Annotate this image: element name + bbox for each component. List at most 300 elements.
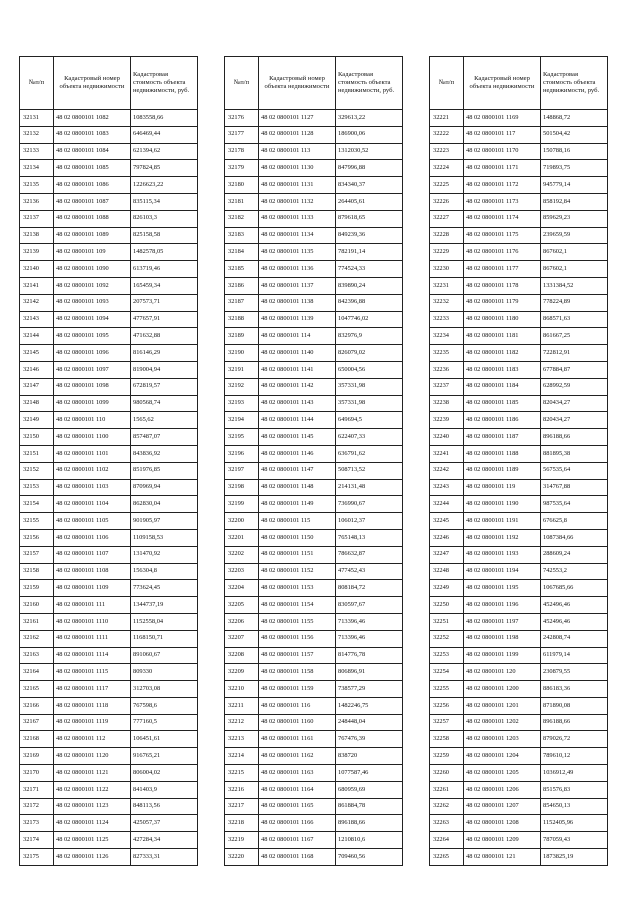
cadastral-number: 48 02 0800101 1103 (54, 479, 131, 496)
cadastral-value: 859629,23 (541, 210, 608, 227)
cadastral-value: 867602,1 (541, 244, 608, 261)
row-number: 32216 (225, 781, 259, 798)
table-row (20, 664, 198, 681)
cadastral-number: 48 02 0800101 1155 (259, 613, 336, 630)
table-row (225, 244, 403, 261)
cadastral-value: 636791,62 (336, 445, 403, 462)
cadastral-number: 48 02 0800101 1208 (464, 815, 541, 832)
row-number: 32153 (20, 479, 54, 496)
cadastral-number: 48 02 0800101 1147 (259, 462, 336, 479)
table-row (20, 563, 198, 580)
cadastral-value: 870969,94 (131, 479, 198, 496)
cadastral-number: 48 02 0800101 111 (54, 597, 131, 614)
cadastral-number: 48 02 0800101 1089 (54, 227, 131, 244)
row-number: 32179 (225, 160, 259, 177)
table-row (430, 311, 608, 328)
table-row (430, 580, 608, 597)
row-number: 32202 (225, 546, 259, 563)
table-row (225, 563, 403, 580)
cadastral-number: 48 02 0800101 1200 (464, 681, 541, 698)
cadastral-number: 48 02 0800101 1102 (54, 462, 131, 479)
row-number: 32175 (20, 849, 54, 866)
table-row (225, 110, 403, 127)
table-row (225, 227, 403, 244)
cadastral-number: 48 02 0800101 1136 (259, 261, 336, 278)
cadastral-number: 48 02 0800101 1092 (54, 277, 131, 294)
row-number: 32145 (20, 345, 54, 362)
cadastral-value: 819004,94 (131, 361, 198, 378)
row-number: 32177 (225, 126, 259, 143)
cadastral-value: 357331,98 (336, 395, 403, 412)
cadastral-value: 765148,13 (336, 529, 403, 546)
cadastral-value: 1873825,19 (541, 849, 608, 866)
row-number: 32161 (20, 613, 54, 630)
row-number: 32235 (430, 345, 464, 362)
table-row (225, 261, 403, 278)
table-row (430, 261, 608, 278)
row-number: 32241 (430, 445, 464, 462)
cadastral-value: 628992,59 (541, 378, 608, 395)
cadastral-value: 808184,72 (336, 580, 403, 597)
table-row (20, 496, 198, 513)
cadastral-number: 48 02 0800101 1099 (54, 395, 131, 412)
table-row (225, 210, 403, 227)
header-cadastral-number: Кадастровый номер объекта недвижимости (464, 57, 541, 110)
table-row (225, 647, 403, 664)
row-number: 32174 (20, 832, 54, 849)
row-number: 32185 (225, 261, 259, 278)
cadastral-number: 48 02 0800101 1196 (464, 597, 541, 614)
cadastral-value: 830597,67 (336, 597, 403, 614)
cadastral-number: 48 02 0800101 1161 (259, 731, 336, 748)
cadastral-number: 48 02 0800101 1087 (54, 193, 131, 210)
row-number: 32229 (430, 244, 464, 261)
row-number: 32132 (20, 126, 54, 143)
cadastral-number: 48 02 0800101 1206 (464, 781, 541, 798)
cadastral-value: 477657,91 (131, 311, 198, 328)
cadastral-value: 847996,88 (336, 160, 403, 177)
cadastral-number: 48 02 0800101 1162 (259, 748, 336, 765)
cadastral-value: 858192,84 (541, 193, 608, 210)
table-row (20, 277, 198, 294)
cadastral-number: 48 02 0800101 1105 (54, 513, 131, 530)
table-row (430, 445, 608, 462)
cadastral-number: 48 02 0800101 1189 (464, 462, 541, 479)
row-number: 32210 (225, 681, 259, 698)
cadastral-number: 48 02 0800101 1121 (54, 765, 131, 782)
table-row (430, 345, 608, 362)
cadastral-value: 839890,24 (336, 277, 403, 294)
row-number: 32231 (430, 277, 464, 294)
cadastral-number: 48 02 0800101 1176 (464, 244, 541, 261)
cadastral-number: 48 02 0800101 1163 (259, 765, 336, 782)
table-row (225, 748, 403, 765)
cadastral-number: 48 02 0800101 1094 (54, 311, 131, 328)
cadastral-value: 1344737,19 (131, 597, 198, 614)
cadastral-value: 896188,66 (541, 714, 608, 731)
cadastral-number: 48 02 0800101 1128 (259, 126, 336, 143)
row-number: 32164 (20, 664, 54, 681)
cadastral-value: 713396,46 (336, 613, 403, 630)
cadastral-value: 871890,08 (541, 697, 608, 714)
row-number: 32138 (20, 227, 54, 244)
row-number: 32238 (430, 395, 464, 412)
table-row (225, 177, 403, 194)
cadastral-value: 820434,27 (541, 412, 608, 429)
table-row (430, 110, 608, 127)
row-number: 32217 (225, 798, 259, 815)
cadastral-number: 48 02 0800101 1154 (259, 597, 336, 614)
cadastral-number: 48 02 0800101 1086 (54, 177, 131, 194)
table-row (430, 160, 608, 177)
cadastral-number: 48 02 0800101 1146 (259, 445, 336, 462)
table-row (430, 361, 608, 378)
cadastral-number: 48 02 0800101 1190 (464, 496, 541, 513)
cadastral-value: 452496,46 (541, 613, 608, 630)
row-number: 32193 (225, 395, 259, 412)
cadastral-value: 312703,08 (131, 681, 198, 698)
cadastral-number: 48 02 0800101 1137 (259, 277, 336, 294)
row-number: 32155 (20, 513, 54, 530)
row-number: 32259 (430, 748, 464, 765)
row-number: 32233 (430, 311, 464, 328)
cadastral-number: 48 02 0800101 1145 (259, 429, 336, 446)
cadastral-value: 896188,66 (541, 429, 608, 446)
cadastral-value: 1152405,96 (541, 815, 608, 832)
table-row (225, 529, 403, 546)
cadastral-number: 48 02 0800101 1132 (259, 193, 336, 210)
row-number: 32239 (430, 412, 464, 429)
row-number: 32141 (20, 277, 54, 294)
row-number: 32214 (225, 748, 259, 765)
cadastral-number: 48 02 0800101 1085 (54, 160, 131, 177)
table-row (430, 697, 608, 714)
table-row (430, 731, 608, 748)
cadastral-number: 48 02 0800101 1168 (259, 849, 336, 866)
cadastral-number: 48 02 0800101 1166 (259, 815, 336, 832)
cadastral-number: 48 02 0800101 1100 (54, 429, 131, 446)
row-number: 32204 (225, 580, 259, 597)
table-row (430, 546, 608, 563)
cadastral-number: 48 02 0800101 1148 (259, 479, 336, 496)
cadastral-value: 501504,42 (541, 126, 608, 143)
cadastral-value: 820434,27 (541, 395, 608, 412)
cadastral-number: 48 02 0800101 1187 (464, 429, 541, 446)
row-number: 32189 (225, 328, 259, 345)
cadastral-value: 242808,74 (541, 630, 608, 647)
cadastral-number: 48 02 0800101 1122 (54, 781, 131, 798)
cadastral-value: 767476,39 (336, 731, 403, 748)
row-number: 32197 (225, 462, 259, 479)
table-row (430, 143, 608, 160)
table-row (225, 815, 403, 832)
row-number: 32243 (430, 479, 464, 496)
row-number: 32211 (225, 697, 259, 714)
cadastral-number: 48 02 0800101 1110 (54, 613, 131, 630)
table-row (225, 613, 403, 630)
cadastral-value: 789610,12 (541, 748, 608, 765)
cadastral-number: 48 02 0800101 112 (54, 731, 131, 748)
table-row (20, 630, 198, 647)
row-number: 32173 (20, 815, 54, 832)
cadastral-number: 48 02 0800101 1183 (464, 361, 541, 378)
cadastral-number: 48 02 0800101 1179 (464, 294, 541, 311)
row-number: 32151 (20, 445, 54, 462)
row-number: 32209 (225, 664, 259, 681)
cadastral-value: 896188,66 (336, 815, 403, 832)
table-row (225, 798, 403, 815)
cadastral-number: 48 02 0800101 1201 (464, 697, 541, 714)
cadastral-number: 48 02 0800101 1120 (54, 748, 131, 765)
row-number: 32163 (20, 647, 54, 664)
row-number: 32250 (430, 597, 464, 614)
cadastral-value: 834340,37 (336, 177, 403, 194)
cadastral-number: 48 02 0800101 1090 (54, 261, 131, 278)
row-number: 32207 (225, 630, 259, 647)
cadastral-value: 826079,02 (336, 345, 403, 362)
cadastral-value: 106451,61 (131, 731, 198, 748)
row-number: 32208 (225, 647, 259, 664)
table-row (430, 277, 608, 294)
row-number: 32264 (430, 832, 464, 849)
cadastral-value: 471632,88 (131, 328, 198, 345)
table-row (225, 361, 403, 378)
cadastral-value: 786632,87 (336, 546, 403, 563)
table-row (430, 798, 608, 815)
cadastral-number: 48 02 0800101 1202 (464, 714, 541, 731)
cadastral-number: 48 02 0800101 117 (464, 126, 541, 143)
row-number: 32251 (430, 613, 464, 630)
row-number: 32134 (20, 160, 54, 177)
cadastral-value: 186900,06 (336, 126, 403, 143)
cadastral-number: 48 02 0800101 1126 (54, 849, 131, 866)
cadastral-value: 945779,14 (541, 177, 608, 194)
table-row (225, 765, 403, 782)
row-number: 32237 (430, 378, 464, 395)
row-number: 32198 (225, 479, 259, 496)
cadastral-value: 106012,37 (336, 513, 403, 530)
cadastral-value: 862830,04 (131, 496, 198, 513)
row-number: 32224 (430, 160, 464, 177)
cadastral-number: 48 02 0800101 1207 (464, 798, 541, 815)
row-number: 32215 (225, 765, 259, 782)
cadastral-value: 1331384,52 (541, 277, 608, 294)
cadastral-value: 207573,71 (131, 294, 198, 311)
row-number: 32142 (20, 294, 54, 311)
table-row (430, 664, 608, 681)
table-row (20, 177, 198, 194)
table-row (20, 412, 198, 429)
table-row (20, 445, 198, 462)
cadastral-number: 48 02 0800101 1117 (54, 681, 131, 698)
cadastral-value: 425057,37 (131, 815, 198, 832)
table-row (430, 781, 608, 798)
cadastral-number: 48 02 0800101 1106 (54, 529, 131, 546)
table-row (225, 496, 403, 513)
cadastral-value: 826103,3 (131, 210, 198, 227)
cadastral-number: 48 02 0800101 1158 (259, 664, 336, 681)
table-row (20, 613, 198, 630)
row-number: 32160 (20, 597, 54, 614)
cadastral-value: 1083558,66 (131, 110, 198, 127)
cadastral-value: 1482246,75 (336, 697, 403, 714)
cadastral-value: 868571,63 (541, 311, 608, 328)
table-row (225, 160, 403, 177)
cadastral-value: 722812,91 (541, 345, 608, 362)
cadastral-value: 841403,9 (131, 781, 198, 798)
table-row (225, 345, 403, 362)
cadastral-value: 806004,02 (131, 765, 198, 782)
row-number: 32245 (430, 513, 464, 530)
cadastral-value: 1036912,49 (541, 765, 608, 782)
cadastral-number: 48 02 0800101 121 (464, 849, 541, 866)
cadastral-value: 736990,67 (336, 496, 403, 513)
cadastral-value: 230879,55 (541, 664, 608, 681)
cadastral-number: 48 02 0800101 1127 (259, 110, 336, 127)
table-header-row (225, 57, 403, 110)
cadastral-value: 773624,45 (131, 580, 198, 597)
cadastral-value: 849239,36 (336, 227, 403, 244)
cadastral-value: 611979,14 (541, 647, 608, 664)
row-number: 32262 (430, 798, 464, 815)
cadastral-number: 48 02 0800101 1186 (464, 412, 541, 429)
cadastral-value: 774524,33 (336, 261, 403, 278)
table-row (430, 244, 608, 261)
cadastral-number: 48 02 0800101 1095 (54, 328, 131, 345)
cadastral-value: 738577,29 (336, 681, 403, 698)
table-row (225, 311, 403, 328)
row-number: 32184 (225, 244, 259, 261)
row-number: 32230 (430, 261, 464, 278)
cadastral-value: 767598,6 (131, 697, 198, 714)
row-number: 32152 (20, 462, 54, 479)
table-row (20, 731, 198, 748)
table-row (430, 462, 608, 479)
cadastral-number: 48 02 0800101 1114 (54, 647, 131, 664)
row-number: 32178 (225, 143, 259, 160)
cadastral-value: 832976,9 (336, 328, 403, 345)
header-cadastral-value: Кадастровая стоимость объекта недвижимости, руб. (336, 57, 403, 110)
cadastral-number: 48 02 0800101 1157 (259, 647, 336, 664)
row-number: 32137 (20, 210, 54, 227)
cadastral-value: 165459,34 (131, 277, 198, 294)
cadastral-number: 48 02 0800101 1199 (464, 647, 541, 664)
table-row (430, 294, 608, 311)
table-row (430, 193, 608, 210)
row-number: 32206 (225, 613, 259, 630)
table-row (430, 177, 608, 194)
row-number: 32225 (430, 177, 464, 194)
row-number: 32227 (430, 210, 464, 227)
table-row (225, 580, 403, 597)
cadastral-number: 48 02 0800101 1118 (54, 697, 131, 714)
cadastral-number: 48 02 0800101 1177 (464, 261, 541, 278)
cadastral-number: 48 02 0800101 1142 (259, 378, 336, 395)
table-row (20, 597, 198, 614)
cadastral-value: 1312030,52 (336, 143, 403, 160)
cadastral-number: 48 02 0800101 1140 (259, 345, 336, 362)
cadastral-value: 622407,33 (336, 429, 403, 446)
table-row (225, 395, 403, 412)
cadastral-number: 48 02 0800101 1107 (54, 546, 131, 563)
cadastral-number: 48 02 0800101 1181 (464, 328, 541, 345)
table-row (20, 546, 198, 563)
cadastral-number: 48 02 0800101 1123 (54, 798, 131, 815)
table-3 (429, 56, 608, 866)
row-number: 32220 (225, 849, 259, 866)
row-number: 32148 (20, 395, 54, 412)
cadastral-number: 48 02 0800101 1111 (54, 630, 131, 647)
cadastral-value: 264405,61 (336, 193, 403, 210)
table-row (430, 378, 608, 395)
cadastral-value: 797824,85 (131, 160, 198, 177)
cadastral-value: 1565,62 (131, 412, 198, 429)
row-number: 32226 (430, 193, 464, 210)
header-num: №п/п (430, 57, 464, 110)
row-number: 32253 (430, 647, 464, 664)
cadastral-number: 48 02 0800101 1151 (259, 546, 336, 563)
cadastral-number: 48 02 0800101 110 (54, 412, 131, 429)
table-row (430, 597, 608, 614)
cadastral-number: 48 02 0800101 1097 (54, 361, 131, 378)
table-row (20, 429, 198, 446)
table-row (430, 681, 608, 698)
table-row (20, 697, 198, 714)
table-row (20, 110, 198, 127)
table-row (430, 832, 608, 849)
table-row (225, 664, 403, 681)
cadastral-number: 48 02 0800101 1205 (464, 765, 541, 782)
row-number: 32246 (430, 529, 464, 546)
cadastral-value: 901905,97 (131, 513, 198, 530)
cadastral-value: 809330 (131, 664, 198, 681)
row-number: 32147 (20, 378, 54, 395)
cadastral-value: 508713,52 (336, 462, 403, 479)
table-row (20, 210, 198, 227)
cadastral-number: 48 02 0800101 1194 (464, 563, 541, 580)
cadastral-number: 48 02 0800101 1195 (464, 580, 541, 597)
row-number: 32212 (225, 714, 259, 731)
cadastral-number: 48 02 0800101 1124 (54, 815, 131, 832)
table-row (20, 244, 198, 261)
cadastral-value: 879026,72 (541, 731, 608, 748)
cadastral-value: 843836,92 (131, 445, 198, 462)
row-number: 32205 (225, 597, 259, 614)
cadastral-number: 48 02 0800101 1173 (464, 193, 541, 210)
cadastral-value: 567535,64 (541, 462, 608, 479)
cadastral-value: 477452,43 (336, 563, 403, 580)
cadastral-number: 48 02 0800101 1192 (464, 529, 541, 546)
table-row (430, 613, 608, 630)
cadastral-number: 48 02 0800101 1150 (259, 529, 336, 546)
row-number: 32234 (430, 328, 464, 345)
row-number: 32195 (225, 429, 259, 446)
table-row (225, 630, 403, 647)
row-number: 32139 (20, 244, 54, 261)
table-row (430, 328, 608, 345)
cadastral-value: 719893,75 (541, 160, 608, 177)
cadastral-number: 48 02 0800101 1156 (259, 630, 336, 647)
row-number: 32228 (430, 227, 464, 244)
cadastral-value: 680959,69 (336, 781, 403, 798)
row-number: 32222 (430, 126, 464, 143)
cadastral-number: 48 02 0800101 1138 (259, 294, 336, 311)
row-number: 32232 (430, 294, 464, 311)
table-body (430, 110, 608, 866)
table-row (225, 546, 403, 563)
table-row (430, 748, 608, 765)
cadastral-number: 48 02 0800101 1174 (464, 210, 541, 227)
